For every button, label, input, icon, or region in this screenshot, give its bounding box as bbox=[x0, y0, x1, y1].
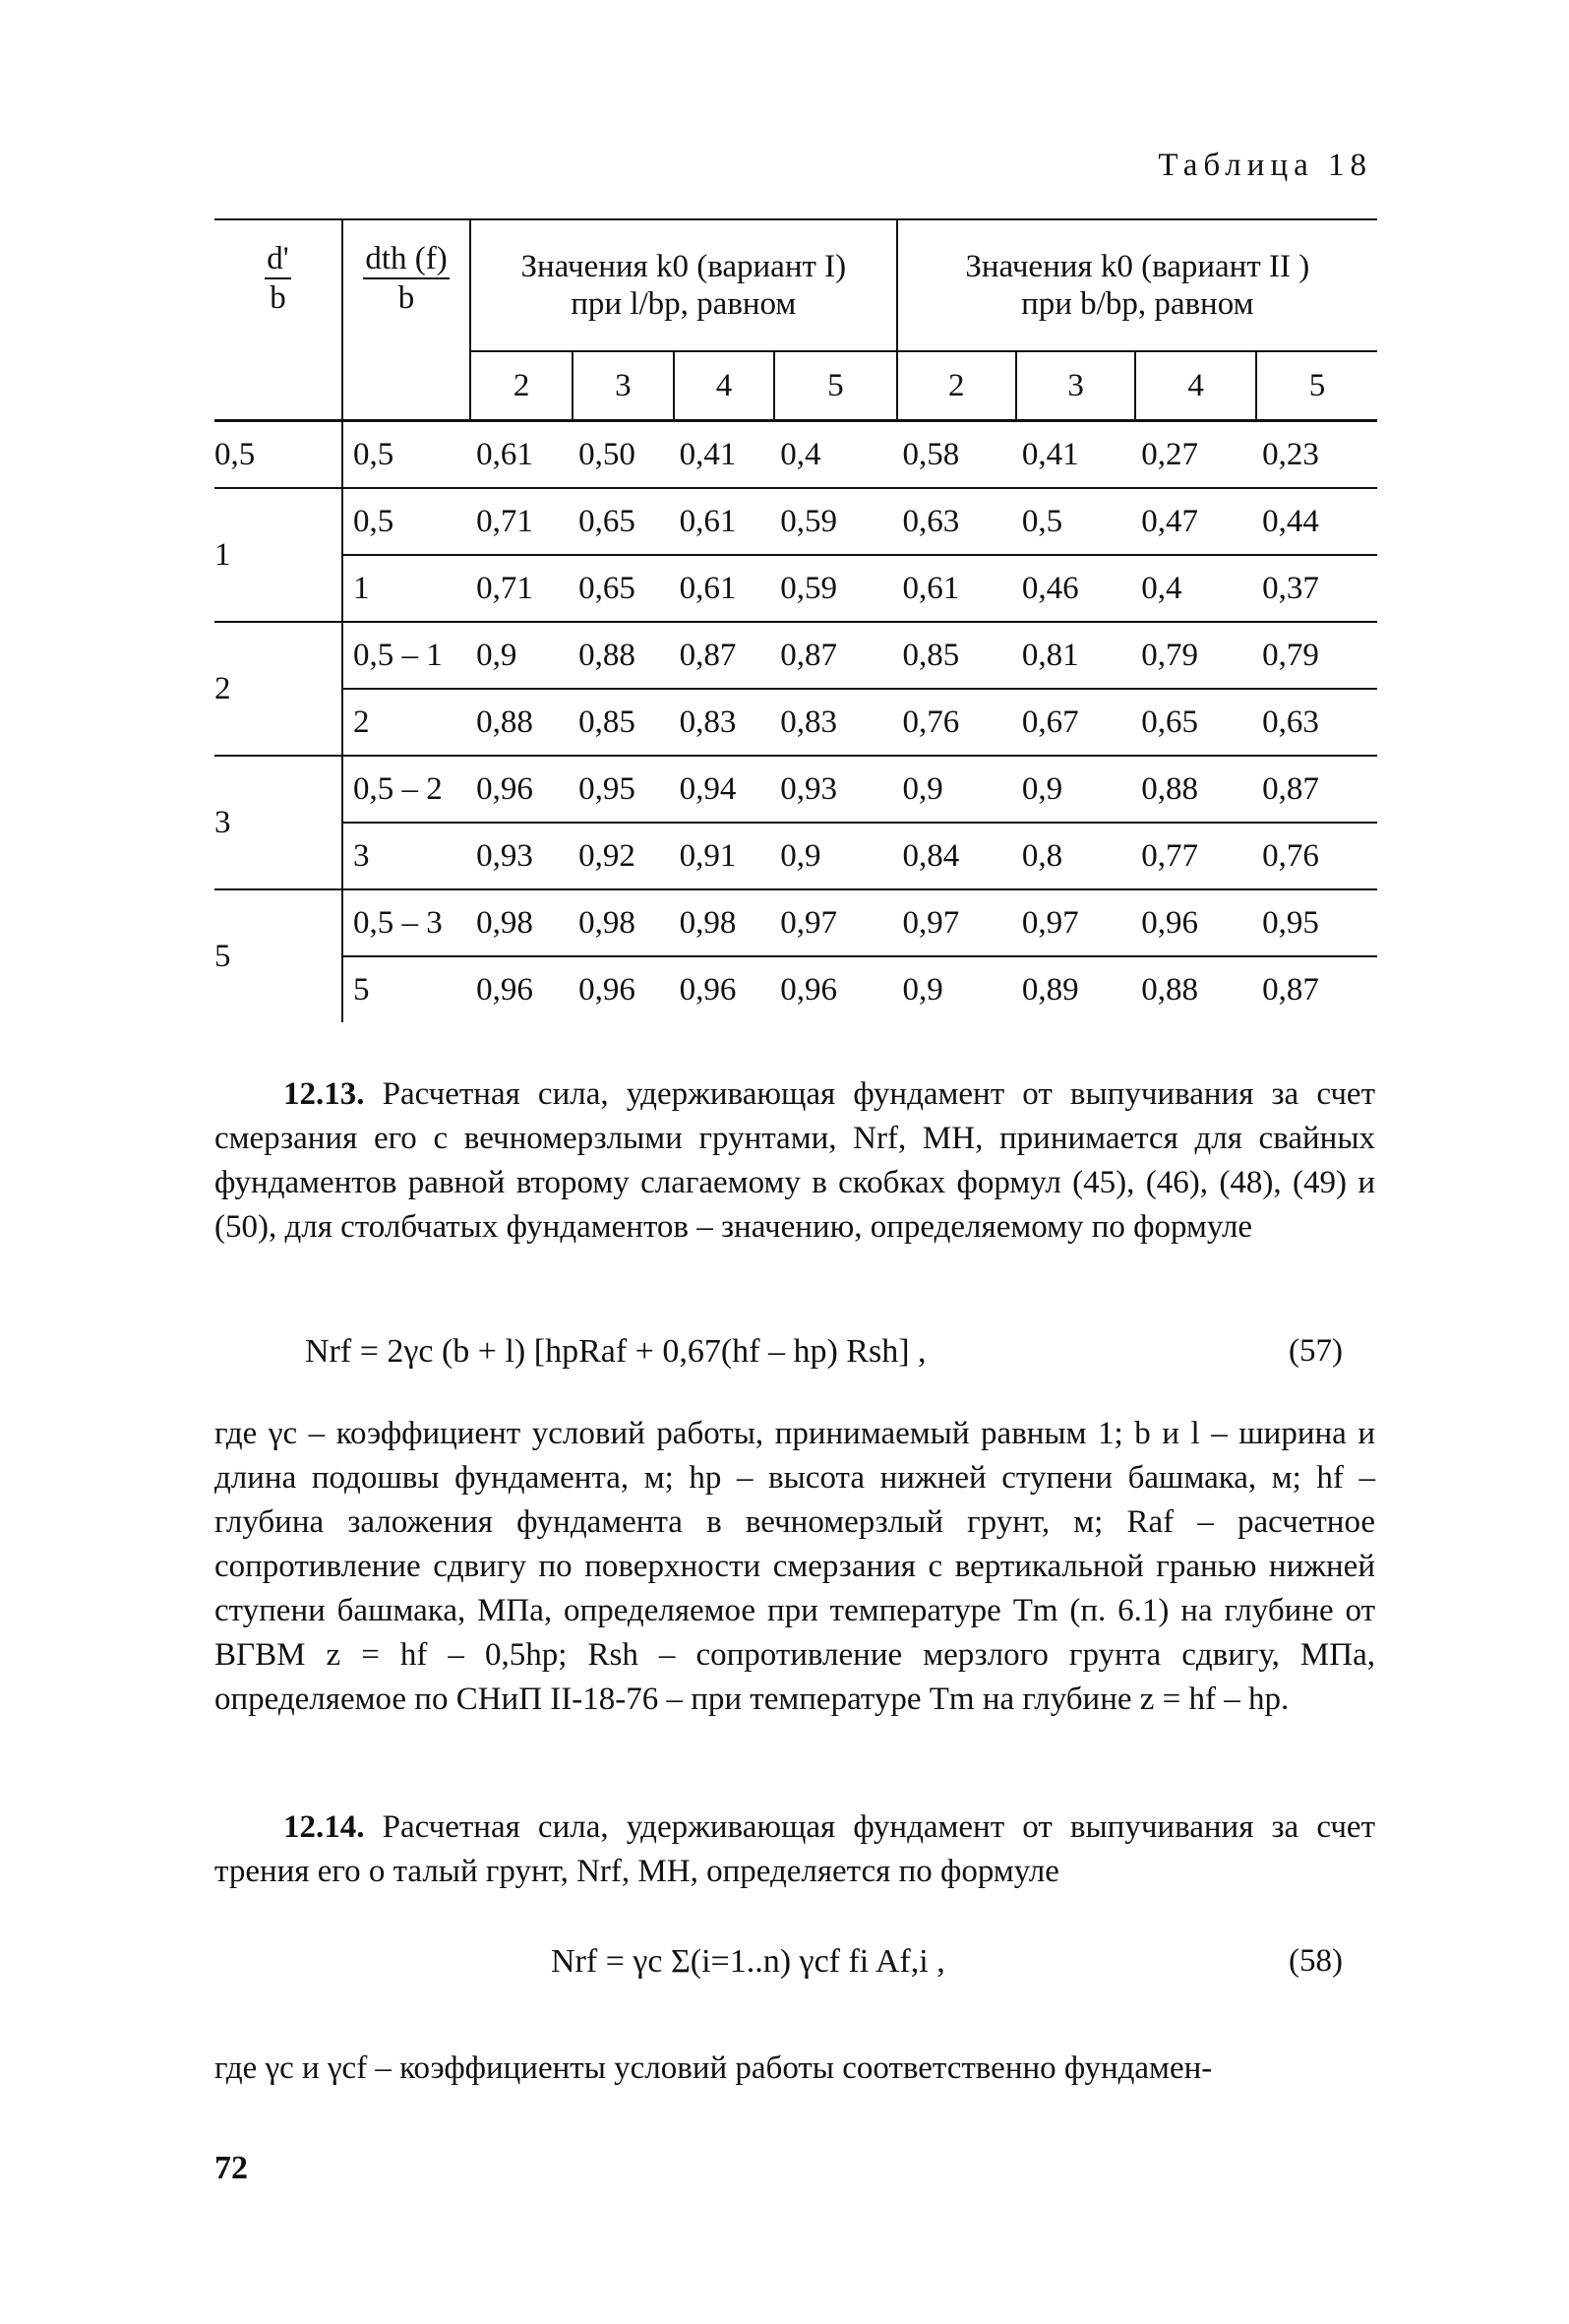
table-cell: 0,76 bbox=[897, 689, 1016, 756]
row-sub-label: 0,5 – 2 bbox=[342, 756, 470, 823]
table-cell: 0,47 bbox=[1135, 488, 1256, 555]
table-cell: 0,46 bbox=[1016, 555, 1135, 622]
ratio-cell: 4 bbox=[674, 351, 775, 421]
table-cell: 0,87 bbox=[1256, 756, 1377, 823]
table-cell: 0,93 bbox=[774, 756, 896, 823]
table-cell: 0,8 bbox=[1016, 823, 1135, 889]
section-12-14 bbox=[214, 1805, 1375, 1894]
table-cell: 0,88 bbox=[1135, 956, 1256, 1022]
table-cell: 0,83 bbox=[674, 689, 775, 756]
formula-58-number: (58) bbox=[1289, 1943, 1343, 1979]
table-cell: 0,59 bbox=[774, 488, 896, 555]
table-cell: 0,77 bbox=[1135, 823, 1256, 889]
table-cell: 0,65 bbox=[573, 488, 674, 555]
table-cell: 0,88 bbox=[470, 689, 573, 756]
row-group-label: 3 bbox=[214, 756, 342, 889]
table-cell: 0,61 bbox=[674, 488, 775, 555]
table-cell: 0,88 bbox=[573, 622, 674, 689]
table-cell: 0,79 bbox=[1256, 622, 1377, 689]
table-cell: 0,61 bbox=[476, 436, 533, 472]
table-cell: 0,59 bbox=[774, 555, 896, 622]
table-cell: 0,4 bbox=[1135, 555, 1256, 622]
ratio-cell: 2 bbox=[897, 351, 1016, 421]
table-cell: 0,41 bbox=[1021, 436, 1079, 472]
table-row bbox=[214, 622, 1377, 689]
table-cell: 0,71 bbox=[470, 488, 573, 555]
table-cell: 0,5 bbox=[1016, 488, 1135, 555]
row-group-label: 0,5 bbox=[214, 436, 256, 472]
ratio-cell: 3 bbox=[573, 351, 674, 421]
row-group-label: 2 bbox=[214, 622, 342, 756]
table-cell: 0,50 bbox=[578, 436, 635, 472]
table-cell: 0,97 bbox=[1016, 889, 1135, 956]
table-cell: 0,71 bbox=[470, 555, 573, 622]
section-12-13-where: где γc – коэффициент условий работы, принимаемый равным 1; b и l – ширина и длина подошвы фундамента, м; hp – высота нижней ступени башмака, м; hf – глубина заложения фундамента в вечномерзлый грунт, м; Raf – расчетное сопротивление сдвигу по поверхности смерзания с вертикальной гранью нижней ступени башмака, МПа, определяемое при температуре Tm (п. 6.1) на глубине от ВГВМ z = hf – 0,5hp; Rsh – сопротивление мерзлого грунта сдвигу, МПа, определяемое по СНиП II-18-76 – при температуре Tm на глубине z = hf – hp. bbox=[214, 1416, 1375, 1717]
table-row bbox=[214, 823, 1377, 889]
row-sub-label: 0,5 – 1 bbox=[342, 622, 470, 689]
page-number: 72 bbox=[214, 2150, 248, 2186]
row-group-label: 1 bbox=[214, 488, 342, 622]
row-sub-label: 1 bbox=[342, 555, 470, 622]
table-cell: 0,37 bbox=[1256, 555, 1377, 622]
header-dth-over-b: dth (f) b bbox=[342, 219, 470, 421]
table-cell: 0,98 bbox=[573, 889, 674, 956]
table-cell: 0,88 bbox=[1135, 756, 1256, 823]
table-cell: 0,9 bbox=[774, 823, 896, 889]
table-cell: 0,96 bbox=[573, 956, 674, 1022]
table-cell: 0,87 bbox=[774, 622, 896, 689]
formula-57-number: (57) bbox=[1289, 1333, 1343, 1369]
section-12-14-where: где γc и γcf – коэффициенты условий работы соответственно фундамен- bbox=[214, 2050, 1213, 2086]
table-cell: 0,4 bbox=[780, 436, 821, 472]
row-sub-label: 0,5 bbox=[342, 488, 470, 555]
table-cell: 0,63 bbox=[1256, 689, 1377, 756]
table-cell: 0,92 bbox=[573, 823, 674, 889]
table-cell: 0,23 bbox=[1262, 436, 1319, 472]
table-row bbox=[214, 689, 1377, 756]
table-cell: 0,41 bbox=[679, 436, 737, 472]
table-cell: 0,81 bbox=[1016, 622, 1135, 689]
table-cell: 0,67 bbox=[1016, 689, 1135, 756]
table-cell: 0,98 bbox=[470, 889, 573, 956]
formula-58: Nrf = γc Σ(i=1..n) γcf fi Af,i , bbox=[551, 1943, 945, 1980]
table-cell: 0,97 bbox=[774, 889, 896, 956]
table-row bbox=[214, 488, 1377, 555]
table-row bbox=[214, 956, 1377, 1022]
table-cell: 0,65 bbox=[573, 555, 674, 622]
section-12-13-text: 12.13. Расчетная сила, удерживающая фундамент от выпучивания за счет смерзания его с вечномерзлыми грунтами, Nrf, МН, принимается для свайных фундаментов равной второму слагаемому в скобках формул (45), (46), (48), (49) и (50), для столбчатых фундаментов – значению, определяемому по формуле bbox=[214, 1076, 1375, 1245]
coefficients-table bbox=[214, 218, 1377, 1022]
table-cell: 0,96 bbox=[674, 956, 775, 1022]
table-cell: 0,79 bbox=[1135, 622, 1256, 689]
table-cell: 0,95 bbox=[1256, 889, 1377, 956]
table-row bbox=[214, 421, 1377, 489]
table-cell: 0,96 bbox=[1135, 889, 1256, 956]
table-header-row bbox=[214, 219, 1377, 351]
table-cell: 0,85 bbox=[573, 689, 674, 756]
table-row bbox=[214, 889, 1377, 956]
table-cell: 0,95 bbox=[573, 756, 674, 823]
table-cell: 0,89 bbox=[1016, 956, 1135, 1022]
table-cell: 0,63 bbox=[897, 488, 1016, 555]
table-cell: 0,94 bbox=[674, 756, 775, 823]
ratio-cell: 3 bbox=[1016, 351, 1135, 421]
table-cell: 0,65 bbox=[1135, 689, 1256, 756]
table-cell: 0,85 bbox=[897, 622, 1016, 689]
table-cell: 0,98 bbox=[674, 889, 775, 956]
table-cell: 0,27 bbox=[1141, 436, 1199, 472]
table-cell: 0,96 bbox=[774, 956, 896, 1022]
table-cell: 0,97 bbox=[897, 889, 1016, 956]
table-cell: 0,61 bbox=[897, 555, 1016, 622]
table-caption: Таблица 18 bbox=[1158, 148, 1372, 183]
row-group-label: 5 bbox=[214, 889, 342, 1022]
table-cell: 0,87 bbox=[674, 622, 775, 689]
table-cell: 0,9 bbox=[897, 756, 1016, 823]
row-sub-label: 2 bbox=[342, 689, 470, 756]
table-cell: 0,9 bbox=[897, 956, 1016, 1022]
table-cell: 0,96 bbox=[470, 956, 573, 1022]
header-variant-1: Значения k0 (вариант I) при l/bp, равном bbox=[470, 219, 896, 351]
ratio-cell: 4 bbox=[1135, 351, 1256, 421]
table-cell: 0,87 bbox=[1256, 956, 1377, 1022]
row-sub-label: 5 bbox=[342, 956, 470, 1022]
section-12-14-text: 12.14. Расчетная сила, удерживающая фундамент от выпучивания за счет трения его о талый грунт, Nrf, МН, определяется по формуле bbox=[214, 1809, 1375, 1889]
table-cell: 0,9 bbox=[470, 622, 573, 689]
table-cell: 0,83 bbox=[774, 689, 896, 756]
table-row bbox=[214, 555, 1377, 622]
table-cell: 0,76 bbox=[1256, 823, 1377, 889]
table-cell: 0,91 bbox=[674, 823, 775, 889]
row-sub-label: 0,5 – 3 bbox=[342, 889, 470, 956]
ratio-cell: 2 bbox=[470, 351, 573, 421]
table-cell: 0,58 bbox=[902, 436, 960, 472]
section-12-13 bbox=[214, 1072, 1375, 1250]
row-sub-label: 3 bbox=[342, 823, 470, 889]
table-cell: 0,84 bbox=[897, 823, 1016, 889]
table-cell: 0,61 bbox=[674, 555, 775, 622]
ratio-cell: 5 bbox=[774, 351, 896, 421]
table-row bbox=[214, 756, 1377, 823]
formula-57: Nrf = 2γc (b + l) [hpRaf + 0,67(hf – hp) Rsh] , bbox=[305, 1333, 927, 1370]
table-cell: 0,44 bbox=[1256, 488, 1377, 555]
ratio-cell: 5 bbox=[1256, 351, 1377, 421]
table-cell: 0,9 bbox=[1016, 756, 1135, 823]
table-cell: 0,93 bbox=[470, 823, 573, 889]
row-sub-label: 0,5 bbox=[342, 421, 470, 489]
header-variant-2: Значения k0 (вариант II ) при b/bp, равном bbox=[897, 219, 1377, 351]
header-d-over-b: d' b bbox=[214, 219, 342, 421]
table-cell: 0,96 bbox=[470, 756, 573, 823]
